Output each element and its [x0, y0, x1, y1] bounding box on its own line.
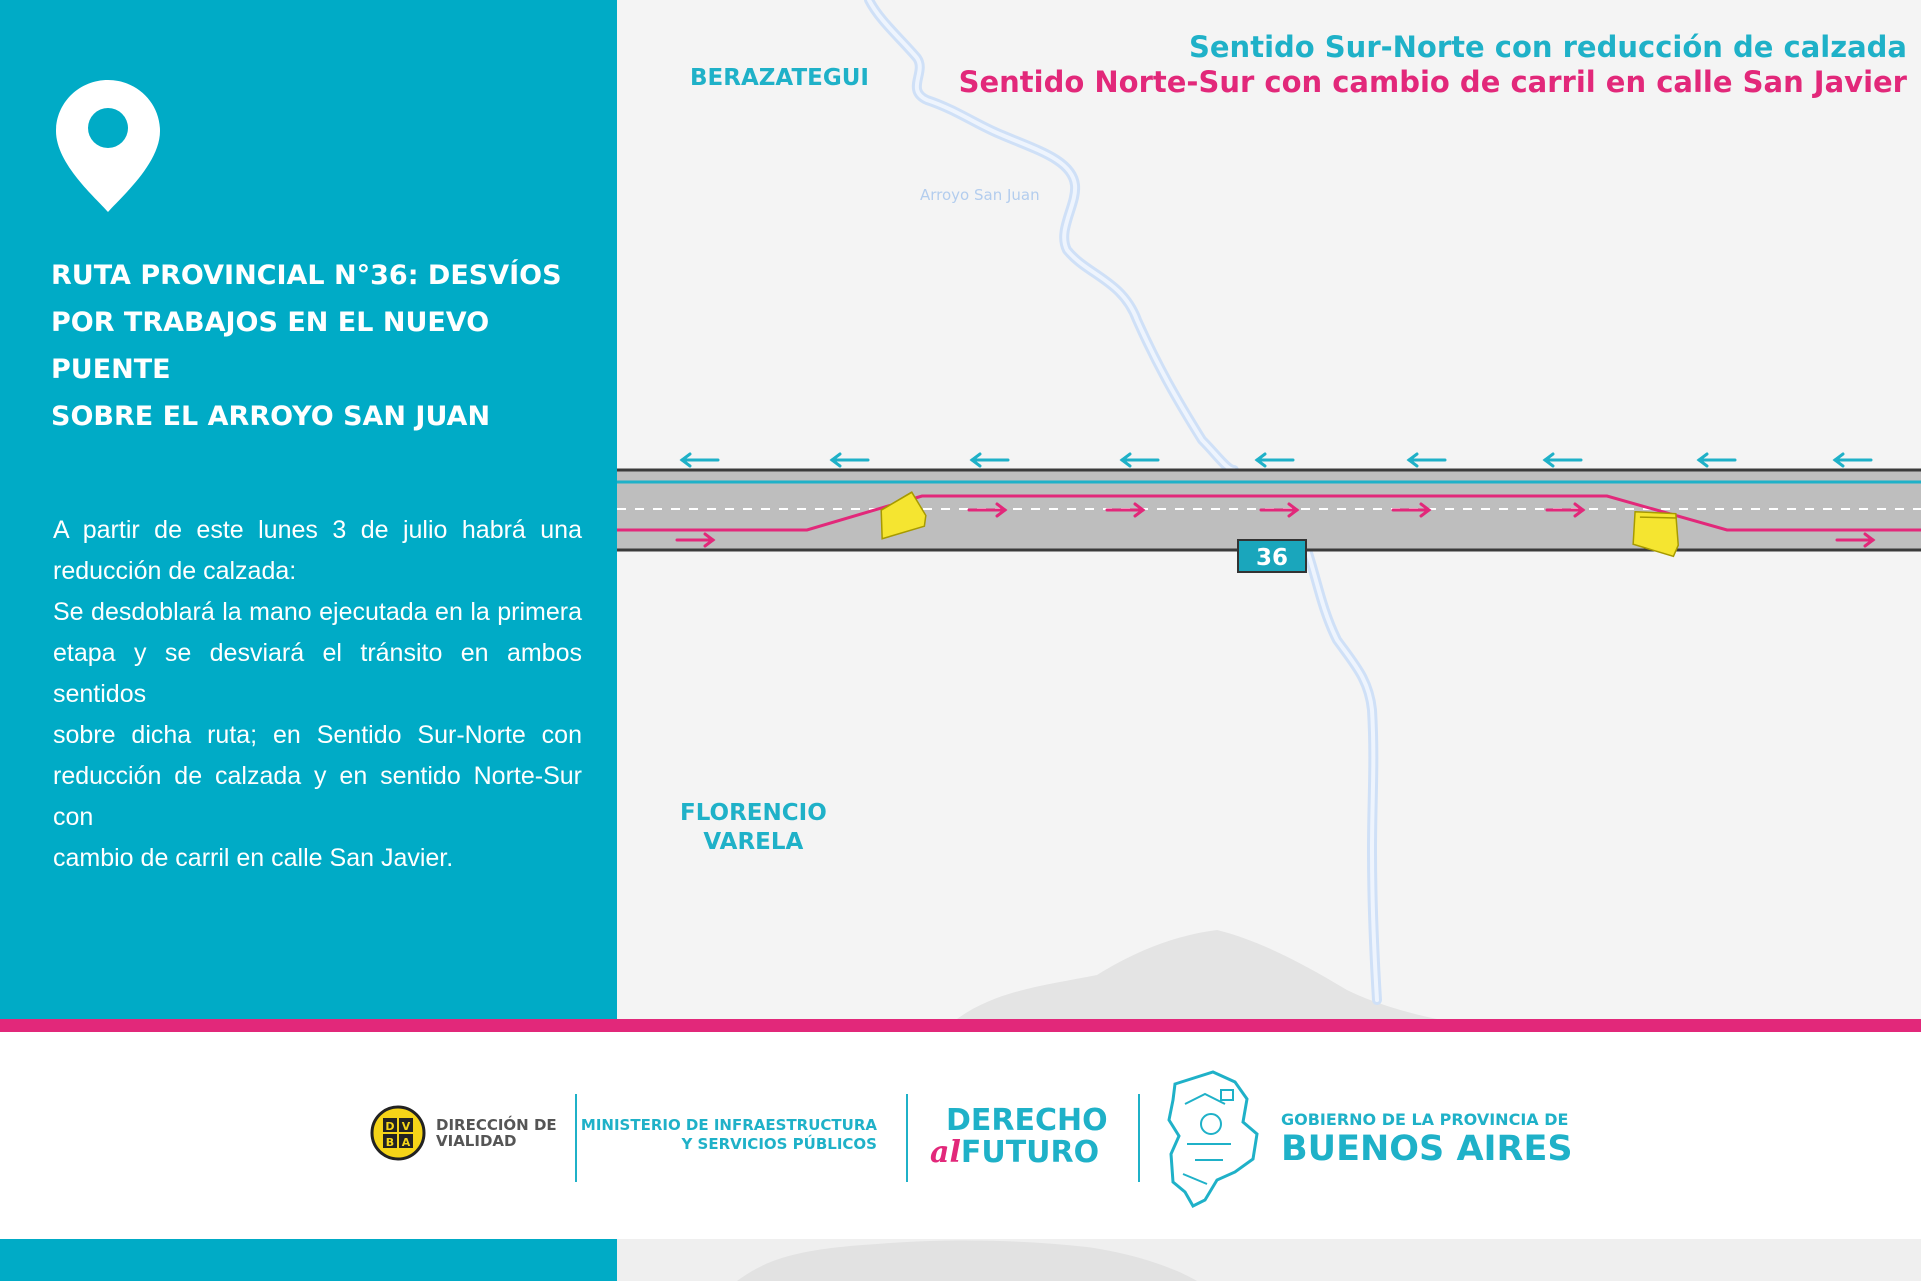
dvba-label: [436, 1117, 557, 1149]
legend-sur-norte: Sentido Sur-Norte con reducción de calzada: [1189, 30, 1907, 64]
page-title: [51, 252, 611, 440]
info-panel: [0, 0, 617, 1019]
gba-label: [1281, 1111, 1573, 1169]
route-number: 36: [1255, 545, 1289, 571]
ministerio-label: [575, 1116, 877, 1154]
svg-text:A: A: [401, 1136, 411, 1149]
place-label-berazategui: BERAZATEGUI: [690, 65, 869, 91]
ministerio-label-line: MINISTERIO DE INFRAESTRUCTURA: [580, 1116, 877, 1134]
place-label-line: VARELA: [703, 829, 804, 855]
footer-separator: [1138, 1094, 1140, 1182]
dvba-label-line: VIALIDAD: [436, 1132, 517, 1150]
derecho-al: al: [930, 1135, 961, 1170]
description-line: etapa y se desviará el tránsito en ambos sentidos: [53, 639, 582, 708]
location-pin-icon: [52, 76, 164, 216]
title-line: SOBRE EL ARROYO SAN JUAN: [51, 401, 491, 432]
river-label: Arroyo San Juan: [920, 186, 1040, 204]
derecho-al-futuro-logo: [930, 1105, 1108, 1169]
gba-label-line1: GOBIERNO DE LA PROVINCIA DE: [1281, 1110, 1569, 1129]
map-canvas: [617, 0, 1921, 1019]
sur-norte-arrows: [682, 454, 1871, 466]
ministerio-label-line: Y SERVICIOS PÚBLICOS: [681, 1135, 877, 1153]
legend: [959, 30, 1907, 100]
route-map: [617, 0, 1921, 1019]
bottom-strip-right: [617, 1239, 1921, 1281]
description-line: sobre dicha ruta; en Sentido Sur-Norte con: [53, 721, 582, 749]
title-line: POR TRABAJOS EN EL NUEVO PUENTE: [51, 307, 490, 385]
river-south: [1307, 550, 1377, 1000]
description-line: reducción de calzada y en sentido Norte-Sur con: [53, 762, 582, 831]
description-line: Se desdoblará la mano ejecutada en la primera: [53, 598, 582, 626]
place-label-line: FLORENCIO: [680, 800, 827, 826]
svg-text:D: D: [385, 1120, 395, 1133]
svg-text:V: V: [401, 1120, 411, 1133]
terrain-shape: [957, 930, 1437, 1019]
derecho-line: DERECHO: [946, 1103, 1108, 1138]
dvba-label-line: DIRECCIÓN DE: [436, 1116, 557, 1134]
description-text: [53, 510, 582, 879]
footer-separator: [906, 1094, 908, 1182]
dvba-emblem-icon: [370, 1105, 426, 1161]
description-line: A partir de este lunes 3 de julio habrá una: [53, 516, 582, 544]
description-line: reducción de calzada:: [53, 557, 297, 585]
title-line: RUTA PROVINCIAL N°36: DESVÍOS: [51, 260, 562, 291]
buenos-aires-province-map-icon: [1165, 1064, 1265, 1209]
derecho-line: FUTURO: [960, 1135, 1100, 1170]
gba-label-line2: BUENOS AIRES: [1281, 1129, 1573, 1169]
footer-divider: [0, 1019, 1921, 1032]
legend-norte-sur: Sentido Norte-Sur con cambio de carril en calle San Javier: [958, 65, 1907, 99]
description-line: cambio de carril en calle San Javier.: [53, 844, 454, 872]
place-label-florencio-varela: [680, 799, 827, 857]
bottom-strip-left: [0, 1239, 617, 1281]
dvba-logo: [370, 1105, 557, 1161]
svg-text:B: B: [385, 1136, 395, 1149]
